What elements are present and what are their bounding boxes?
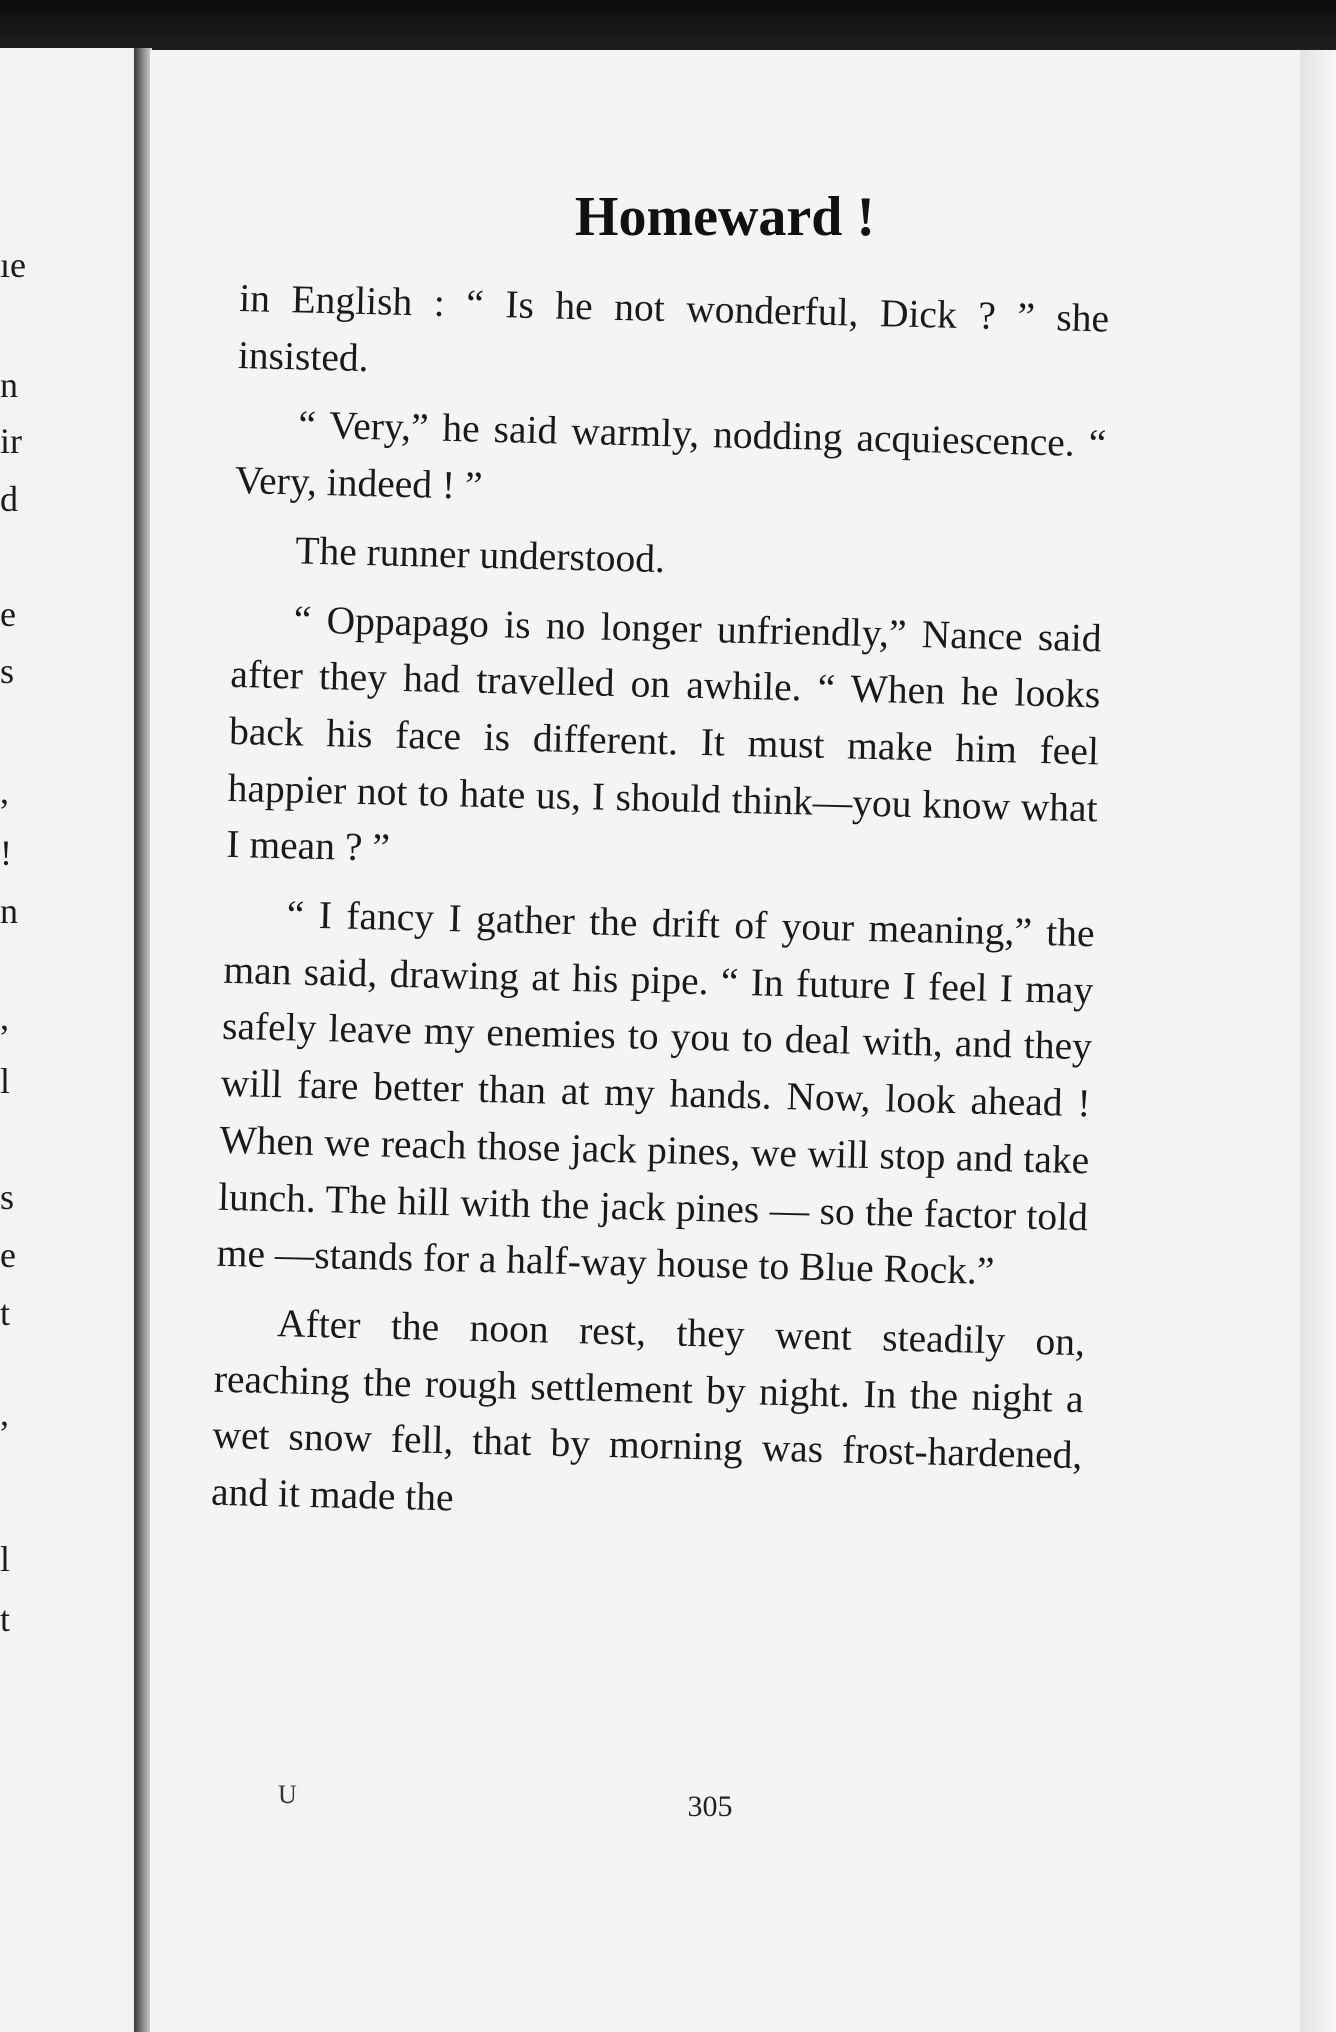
paragraph: “ Oppapago is no longer unfriendly,” Nance said after they had travelled on awhile. “ When he looks back his face is different. It must make him feel happier not to hate us, I should think—you know what I mean ? ” [225,596,1103,871]
left-page-fragment: s [0,1177,15,1217]
paragraph: “ I fancy I gather the drift of your meaning,” the man said, drawing at his pipe. “ In future I feel I may safely leave my enemies to you to deal with, and they will fare better than at my hands. Now, look ahead ! When we reach those jack pines, we will stop and take lunch. The hill with the jack pines — so the factor told me —stands for a half-way house to Blue Rock.” [216,892,1096,1294]
left-page-fragment: , [0,997,9,1037]
left-page-fragment: ir [0,421,22,461]
previous-page-edge [0,48,137,2032]
page-right-edge [1300,50,1336,2032]
left-page-fragment: d [0,479,18,519]
running-head: Homeward ! [574,186,876,248]
left-page-fragment: l [0,1061,11,1101]
left-page-fragment: s [0,651,15,691]
left-page-fragment: , [0,1393,9,1433]
page-number: 305 [687,1790,733,1823]
paragraph: in English : “ Is he not wonderful, Dick ? ” she insisted. [237,275,1110,380]
left-page-fragment: t [0,1599,11,1639]
left-page-fragment: ! [0,833,12,873]
paragraph: “ Very,” he said warmly, nodding acquiescence. “ Very, indeed ! ” [234,402,1107,508]
paragraph: The runner understood. [294,528,666,581]
book-page [150,50,1302,2032]
left-page-fragment: l [0,1539,11,1579]
paragraph: After the noon rest, they went steadily on, reaching the rough settlement by night. In the night a wet snow fell, that by morning was frost-hardened, and it made the [210,1301,1086,1520]
left-page-fragment: , [0,771,9,811]
page-body [210,270,1110,1553]
signature-mark: U [278,1780,297,1809]
left-page-fragment: n [0,891,18,931]
left-page-fragment: t [0,1293,11,1333]
left-page-fragment: ıe [0,245,26,285]
left-page-fragment: e [0,594,16,634]
left-page-fragment: n [0,365,18,405]
left-page-fragment: e [0,1235,16,1275]
